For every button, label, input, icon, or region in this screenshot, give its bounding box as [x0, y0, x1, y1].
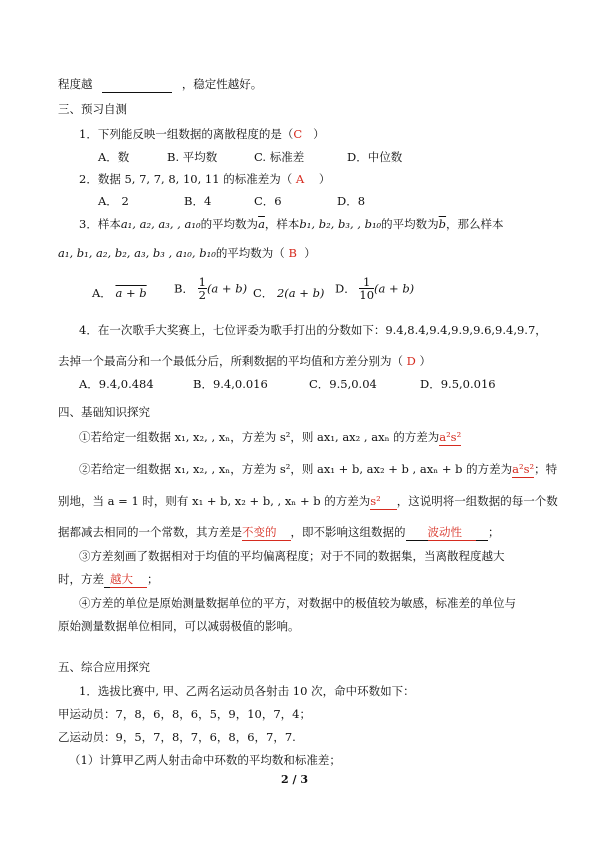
blank-underline [102, 76, 172, 93]
q2-answer: A [295, 172, 305, 186]
q4-option-d: D．9.5,0.016 [420, 377, 496, 391]
q1-option-b: B. 平均数 [167, 150, 218, 164]
q3-option-d: D． $\frac{1}{10}$ (a + b) [335, 275, 415, 302]
sec4-p4-answer1: 不变的 [242, 524, 291, 541]
top-line: 程度越 ，稳定性越好。 [58, 77, 263, 91]
sec4-point2-cont2: 据都减去相同的一个常数，其方差是不变的 ，即不影响这组数据的 波动性 ； [58, 525, 500, 539]
q3-option-a: A． a + b [92, 286, 147, 300]
q2-option-a: A． 2 [98, 194, 129, 208]
q1-stem: 1．下列能反映一组数据的离散程度的是（C ） [79, 127, 325, 141]
sec4-point4: ④方差的单位是原始测量数据单位的平方，对数据中的极值较为敏感，标准差的单位与 [79, 596, 516, 610]
sec5-athlete-b: 乙运动员：9，5，7，8，7，6，8，6，7，7. [58, 730, 296, 744]
section-4-title: 四、基础知识探究 [58, 405, 150, 419]
q4-option-b: B．9.4,0.016 [193, 377, 268, 391]
q3-answer: B [288, 246, 297, 260]
q1-option-d: D．中位数 [347, 150, 403, 164]
q3-line1: 3．样本a₁, a₂, a₃, , a₁₀的平均数为$\overline{a}$，样本b₁, b₂, b₃, , b₁₀的平均数为$\overline{b}$，那么样本 [79, 217, 504, 231]
q3-line2: a₁, b₁, a₂, b₂, a₃, b₃ , a₁₀, b₁₀的平均数为（ B ） [58, 246, 316, 260]
sec4-p1-answer: a²s² [439, 430, 462, 444]
sec4-p4-answer2: 波动性 [428, 524, 477, 541]
sec4-point3: ③方差刻画了数据相对于均值的平均偏离程度；对于不同的数据集，当离散程度越大 [79, 549, 505, 563]
q3-option-b: B． $\frac{1}{2}$ (a + b) [174, 275, 248, 302]
section-5-title: 五、综合应用探究 [58, 660, 150, 674]
q2-option-c: C．6 [254, 194, 282, 208]
sec4-point2: ②若给定一组数据 x₁, x₂, , xₙ，方差为 s²，则 ax₁ + b, ax₂ + b , axₙ + b 的方差为a²s²；特 [79, 462, 558, 476]
q2-stem: 2．数据 5, 7, 7, 8, 10, 11 的标准差为（ A ） [79, 172, 331, 186]
q2-option-d: D．8 [337, 194, 366, 208]
q2-option-b: B．4 [184, 194, 212, 208]
sec4-p3-answer: s² [370, 493, 397, 510]
q4-option-a: A．9.4,0.484 [79, 377, 154, 391]
q4-option-c: C．9.5,0.04 [309, 377, 377, 391]
sec5-athlete-a: 甲运动员：7，8，6，8，6，5，9，10，7，4； [58, 707, 311, 721]
q1-option-c: C. 标准差 [254, 150, 305, 164]
sec4-point1: ①若给定一组数据 x₁, x₂, , xₙ，方差为 s²，则 ax₁, ax₂ , axₙ 的方差为a²s² [79, 430, 462, 444]
sec5-q1: 1．选拔比赛中, 甲、乙两名运动员各射击 10 次，命中环数如下： [79, 684, 415, 698]
q1-answer: C [293, 127, 303, 141]
q3-option-c: C． 2(a + b) [253, 286, 325, 300]
q4-line2: 去掉一个最高分和一个最低分后，所剩数据的平均值和方差分别为（ D ） [58, 354, 432, 368]
sec4-point4-cont: 原始测量数据单位相同，可以减弱极值的影响。 [58, 619, 300, 633]
sec4-point3-cont: 时，方差 越大 ； [58, 572, 159, 586]
sec4-point2-cont: 别地，当 a = 1 时，则有 x₁ + b, x₂ + b, , xₙ + b 的方差为s² ，这说明将一组数据的每一个数 [58, 494, 558, 508]
sec4-p2-answer: a²s² [512, 462, 535, 476]
sec5-q1-part1: （1）计算甲乙两人射击命中环数的平均数和标准差； [69, 753, 341, 767]
q1-option-a: A．数 [98, 150, 130, 164]
q4-answer: D [406, 354, 416, 368]
page-number: 2 / 3 [281, 773, 308, 786]
sec4-p6-answer: 越大 [110, 571, 147, 588]
q4-line1: 4．在一次歌手大奖赛上，七位评委为歌手打出的分数如下：9.4,8.4,9.4,9.9,9.6,9.4,9.7， [79, 323, 547, 337]
section-3-title: 三、预习自测 [58, 102, 127, 116]
